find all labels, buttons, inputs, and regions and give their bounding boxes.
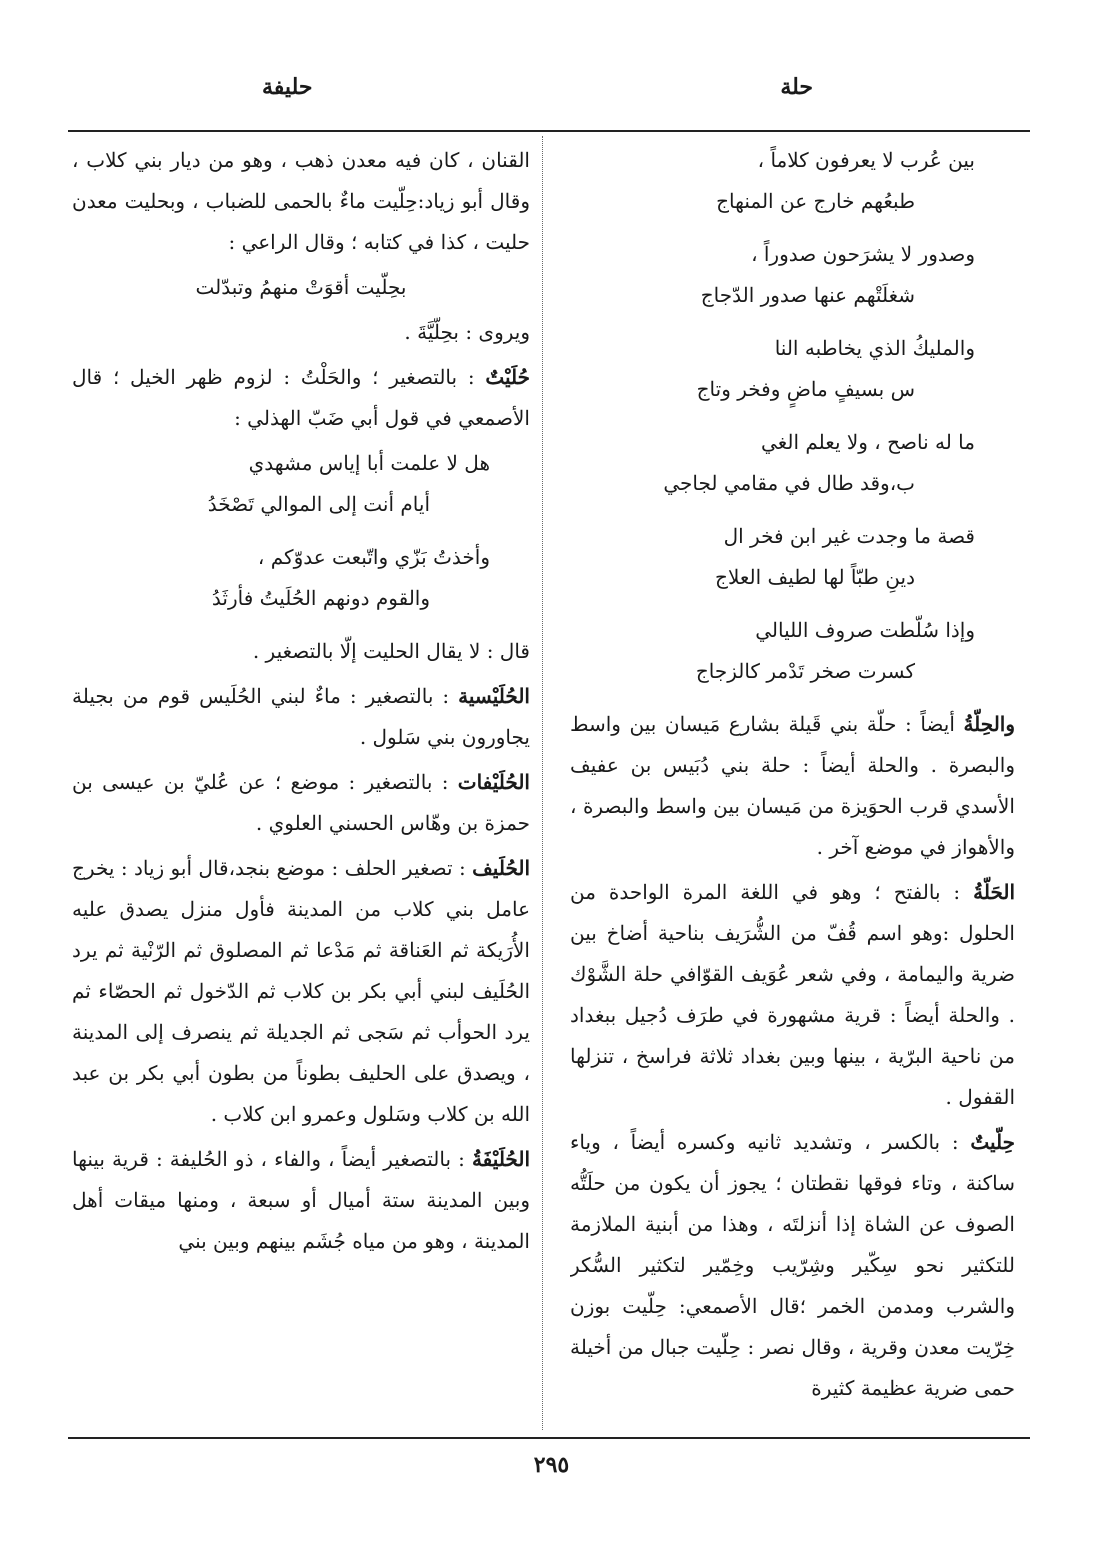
verse-first-hemistich: بين عُرب لا يعرفون كلاماً ، [757, 148, 975, 172]
dictionary-entry [72, 762, 530, 844]
entry-headword: الحُلَيْفَةُ [471, 1147, 530, 1171]
dictionary-entry [72, 676, 530, 758]
verse [570, 140, 1015, 222]
left-column [72, 140, 530, 1430]
verse-first-hemistich: ما له ناصح ، ولا يعلم الغي [761, 430, 975, 454]
verse-second-hemistich: ب،وقد طال في مقامي لجاجي [663, 471, 915, 495]
entry-headword: الحُلَيْفات [457, 770, 530, 794]
verse [570, 610, 1015, 692]
entry-note: قال : لا يقال الحليت إلّا بالتصغير . [252, 639, 530, 663]
verse-first-hemistich: وصدور لا يشرَحون صدوراً ، [751, 242, 975, 266]
entry-headword: الحُلَيْسية [458, 684, 530, 708]
verse-second-hemistich: طبعُهم خارج عن المنهاج [716, 189, 915, 213]
top-rule [68, 130, 1030, 132]
dictionary-entry [72, 1139, 530, 1262]
verse [570, 422, 1015, 504]
verse-second-hemistich: أيام أنت إلى الموالي تَصْخَدُ [207, 492, 430, 516]
running-head-left: حليفة [262, 74, 313, 100]
verse-first-hemistich: هل لا علمت أبا إياس مشهدي [248, 451, 490, 475]
entry-text: : بالكسر ، وتشديد ثانيه وكسره أيضاً ، وياء ساكنة ، وتاء فوقها نقطتان ؛ يجوز أن يكون من حلَتُّه الصوف عن الشاة إذا أنزلتَه ، وهذا من أبنية الملازمة للتكثير نحو سِكّير وشِرّيب وخِمّير لتكثير السُّكر والشرب ومدمن الخمر ؛قال الأصمعي: حِلّيت بوزن خِرّيت معدن وقرية ، وقال نصر : حِلّيت جبال من أخيلة حمى ضرية عظيمة كثيرة [570, 1130, 1015, 1400]
verse-first-hemistich: والمليكُ الذي يخاطبه النا [774, 336, 975, 360]
verse-second-hemistich: شغلَتْهم عنها صدور الدّجاج [700, 283, 915, 307]
verse-second-hemistich: دينِ طبّاً لها لطيف العلاج [715, 565, 915, 589]
entry-text: : تصغير الحلف : موضع بنجد،قال أبو زياد : يخرج عامل بني كلاب من المدينة فأول منزل يصدق عليه الأُرَيكة ثم العَناقة ثم مَدْعا ثم المصلوق ثم الرّنْية ثم يرد الحُلَيف لبني أبي بكر بن كلاب ثم الدّخول ثم الحصّاء ثم يرد الحوأب ثم سَجى ثم الجديلة ثم ينصرف إلى المدينة ، ويصدق على الحليف بطوناً من بطون أبي بكر بن عبد الله بن كلاب وسَلول وعمرو ابن كلاب . [72, 856, 530, 1126]
entry-text: أيضاً : حلّة بني قَيلة بشارع مَيسان بين واسط والبصرة . والحلة أيضاً : حلة بني دُبَيس بن عفيف الأسدي قرب الحوَيزة من مَيسان بين واسط والبصرة ، والأهواز في موضع آخر . [570, 712, 1015, 859]
bottom-rule [68, 1437, 1030, 1439]
entry-headword: الحُلَيف [472, 856, 530, 880]
entry-headword: والحِلّةُ [963, 712, 1015, 736]
right-column [570, 140, 1015, 1430]
column-divider [542, 136, 543, 1430]
entry-text: : بالتصغير : ماءٌ لبني الحُلَيس قوم من بجيلة يجاورون بني سَلول . [72, 684, 530, 749]
verse-second-hemistich: والقوم دونهم الحُلَيتُ فأرثَدُ [211, 586, 430, 610]
entry-text: : بالفتح ؛ وهو في اللغة المرة الواحدة من الحلول :وهو اسم قُفّ من الشُّرَيف بناحية أضاخ بين ضرية واليمامة ، وفي شعر عُوَيف القوّافي حلة الشَّوْك . والحلة أيضاً : قرية مشهورة في طرَف دُجيل ببغداد من ناحية البرّية ، بينها وبين بغداد ثلاثة فراسخ ، تنزلها القفول . [570, 880, 1015, 1109]
entry-text: : بالتصغير ؛ والحَلْتُ : لزوم ظهر الخيل ؛ قال الأصمعي في قول أبي ضَبّ الهذلي : [72, 365, 530, 430]
entry-headword: الحَلّةُ [973, 880, 1015, 904]
entry-continuation: القنان ، كان فيه معدن ذهب ، وهو من ديار بني كلاب ، وقال أبو زياد:حِلّيت ماءٌ بالحمى للضباب ، وبحليت معدن حليت ، كذا في كتابه ؛ وقال الراعي : [72, 148, 530, 254]
verse-second-hemistich: كسرت صخر تَدْمر كالزجاج [695, 659, 915, 683]
verse [570, 328, 1015, 410]
entry-headword: حِلّيتٌ [970, 1130, 1015, 1154]
verse [570, 516, 1015, 598]
verse [570, 234, 1015, 316]
dictionary-entry [570, 704, 1015, 868]
verse-first-hemistich: وأخذتُ بَزّي واتّبعت عدوّكم ، [257, 545, 490, 569]
verse-second-hemistich: س بسيفٍ ماضٍ وفخر وتاج [696, 377, 915, 401]
verse-first-hemistich: وإذا سُلّطت صروف الليالي [755, 618, 975, 642]
page-number: ٢٩٥ [533, 1452, 570, 1478]
entry-headword: حُلَيْتٌ [485, 365, 530, 389]
verse [72, 537, 530, 619]
entry-text: : بالتصغير أيضاً ، والفاء ، ذو الحُليفة : قرية بينها وبين المدينة ستة أميال أو سبعة ، ومنها ميقات أهل المدينة ، وهو من مياه جُشَم بينهم وبين بني [72, 1147, 530, 1253]
variant-reading: ويروى : بحِلّيَّةَ . [404, 320, 530, 344]
running-head-right: حلة [780, 74, 813, 100]
entry-text: : بالتصغير : موضع ؛ عن عُليّ بن عيسى بن حمزة بن وهّاس الحسني العلوي . [72, 770, 530, 835]
verse [72, 443, 530, 525]
dictionary-entry [72, 848, 530, 1135]
dictionary-entry [72, 357, 530, 439]
quoted-verse: بحِلّيت أقوَتْ منهمُ وتبدّلت [195, 275, 407, 299]
dictionary-entry [570, 872, 1015, 1118]
verse-first-hemistich: قصة ما وجدت غير ابن فخر ال [723, 524, 975, 548]
dictionary-entry [570, 1122, 1015, 1409]
